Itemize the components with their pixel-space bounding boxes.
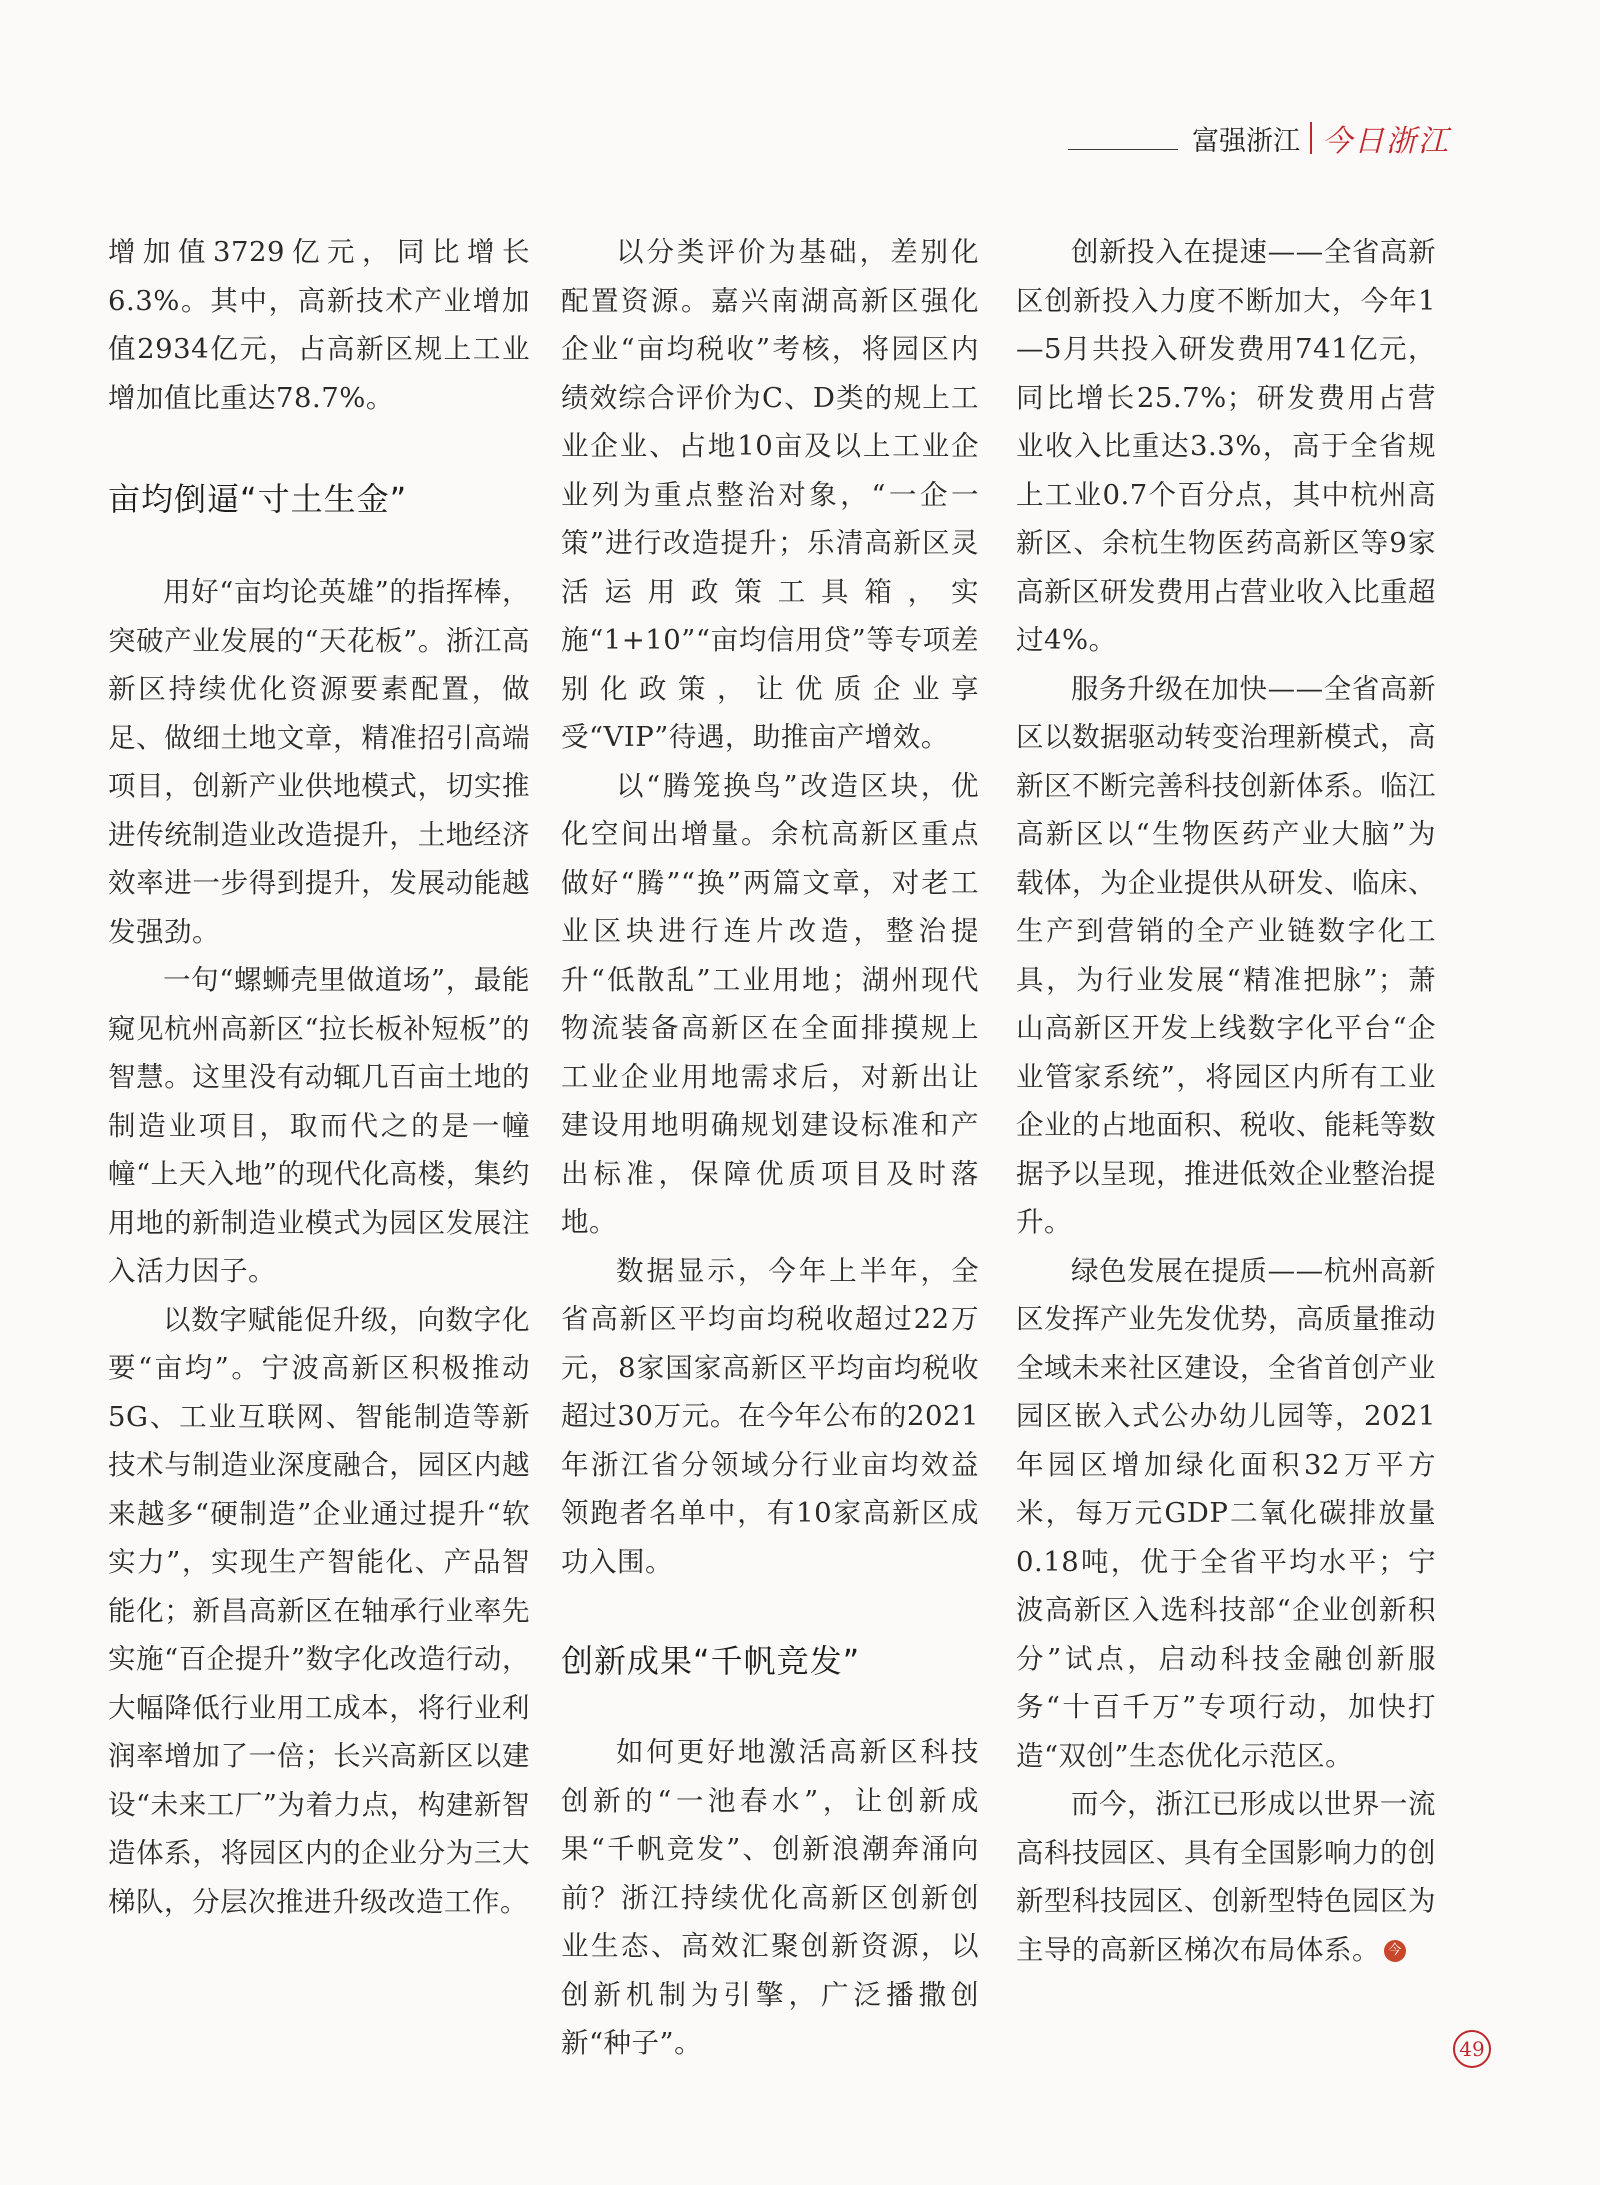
column-2 (561, 228, 979, 2068)
paragraph: 以分类评价为基础，差别化配置资源。嘉兴南湖高新区强化企业“亩均税收”考核，将园区内绩效综合评价为C、D类的规上工业企业、占地10亩及以上工业企业列为重点整治对象，“一企一策”进行改造提升；乐清高新区灵活运用政策工具箱，实施“1+10”“亩均信用贷”等专项差别化政策，让优质企业享受“VIP”待遇，助推亩产增效。 (561, 236, 979, 753)
subheading: 亩均倒逼“寸土生金” (108, 480, 408, 518)
paragraph: 以“腾笼换鸟”改造区块，优化空间出增量。余杭高新区重点做好“腾”“换”两篇文章，对老工业区块进行连片改造，整治提升“低散乱”工业用地；湖州现代物流装备高新区在全面排摸规上工业企业用地需求后，对新出让建设用地明确规划建设标准和产出标准，保障优质项目及时落地。 (561, 769, 979, 1238)
end-mark-icon: 今 (1384, 1940, 1406, 1962)
paragraph: 一句“螺蛳壳里做道场”，最能窥见杭州高新区“拉长板补短板”的智慧。这里没有动辄几百亩土地的制造业项目，取而代之的是一幢幢“上天入地”的现代化高楼，集约用地的新制造业模式为园区发展注入活力因子。 (108, 964, 530, 1287)
page-number: 49 (1453, 2030, 1491, 2068)
paragraph: 服务升级在加快——全省高新区以数据驱动转变治理新模式，高新区不断完善科技创新体系。临江高新区以“生物医药产业大脑”为载体，为企业提供从研发、临床、生产到营销的全产业链数字化工具，为行业发展“精准把脉”；萧山高新区开发上线数字化平台“企业管家系统”，将园区内所有工业企业的占地面积、税收、能耗等数据予以呈现，推进低效企业整治提升。 (1016, 672, 1436, 1238)
paragraph-text: 而今，浙江已形成以世界一流高科技园区、具有全国影响力的创新型科技园区、创新型特色园区为主导的高新区梯次布局体系。 (1016, 1788, 1436, 1966)
paragraph: 以数字赋能促升级，向数字化要“亩均”。宁波高新区积极推动5G、工业互联网、智能制造等新技术与制造业深度融合，园区内越来越多“硬制造”企业通过提升“软实力”，实现生产智能化、产品智能化；新昌高新区在轴承行业率先实施“百企提升”数字化改造行动，大幅降低行业用工成本，将行业利润率增加了一倍；长兴高新区以建设“未来工厂”为着力点，构建新智造体系，将园区内的企业分为三大梯队，分层次推进升级改造工作。 (108, 1303, 530, 1918)
paragraph: 绿色发展在提质——杭州高新区发挥产业先发优势，高质量推动全域未来社区建设，全省首创产业园区嵌入式公办幼儿园等，2021年园区增加绿化面积32万平方米，每万元GDP二氧化碳排放量0.18吨，优于全省平均水平；宁波高新区入选科技部“企业创新积分”试点，启动科技金融创新服务“十百千万”专项行动，加快打造“双创”生态优化示范区。 (1016, 1254, 1436, 1772)
column-1 (108, 228, 530, 1926)
paragraph: 数据显示，今年上半年，全省高新区平均亩均税收超过22万元，8家国家高新区平均亩均税收超过30万元。在今年公布的2021年浙江省分领域分行业亩均效益领跑者名单中，有10家高新区成功入围。 (561, 1254, 979, 1578)
paragraph: 用好“亩均论英雄”的指挥棒，突破产业发展的“天花板”。浙江高新区持续优化资源要素配置，做足、做细土地文章，精准招引高端项目，创新产业供地模式，切实推进传统制造业改造提升，土地经济效率进一步得到提升，发展动能越发强劲。 (108, 576, 530, 948)
paragraph: 创新投入在提速——全省高新区创新投入力度不断加大，今年1—5月共投入研发费用741亿元，同比增长25.7%；研发费用占营业收入比重达3.3%，高于全省规上工业0.7个百分点，其中杭州高新区、余杭生物医药高新区等9家高新区研发费用占营业收入比重超过4%。 (1016, 236, 1436, 656)
subheading: 创新成果“千帆竞发” (561, 1642, 861, 1680)
column-3 (1016, 228, 1436, 1974)
paragraph: 如何更好地激活高新区科技创新的“一池春水”，让创新成果“千帆竞发”、创新浪潮奔涌向前？浙江持续优化高新区创新创业生态、高效汇聚创新资源，以创新机制为引擎，广泛播撒创新“种子”。 (561, 1736, 979, 2059)
magazine-logo: 今日浙江 (1322, 124, 1450, 159)
page-header (1068, 118, 1450, 158)
paragraph: 增加值3729亿元，同比增长6.3%。其中，高新技术产业增加值2934亿元，占高新区规上工业增加值比重达78.7%。 (108, 236, 530, 414)
paragraph-final (1016, 1780, 1436, 1974)
header-separator (1310, 122, 1312, 154)
header-rule (1068, 149, 1178, 150)
section-name: 富强浙江 (1192, 125, 1300, 157)
